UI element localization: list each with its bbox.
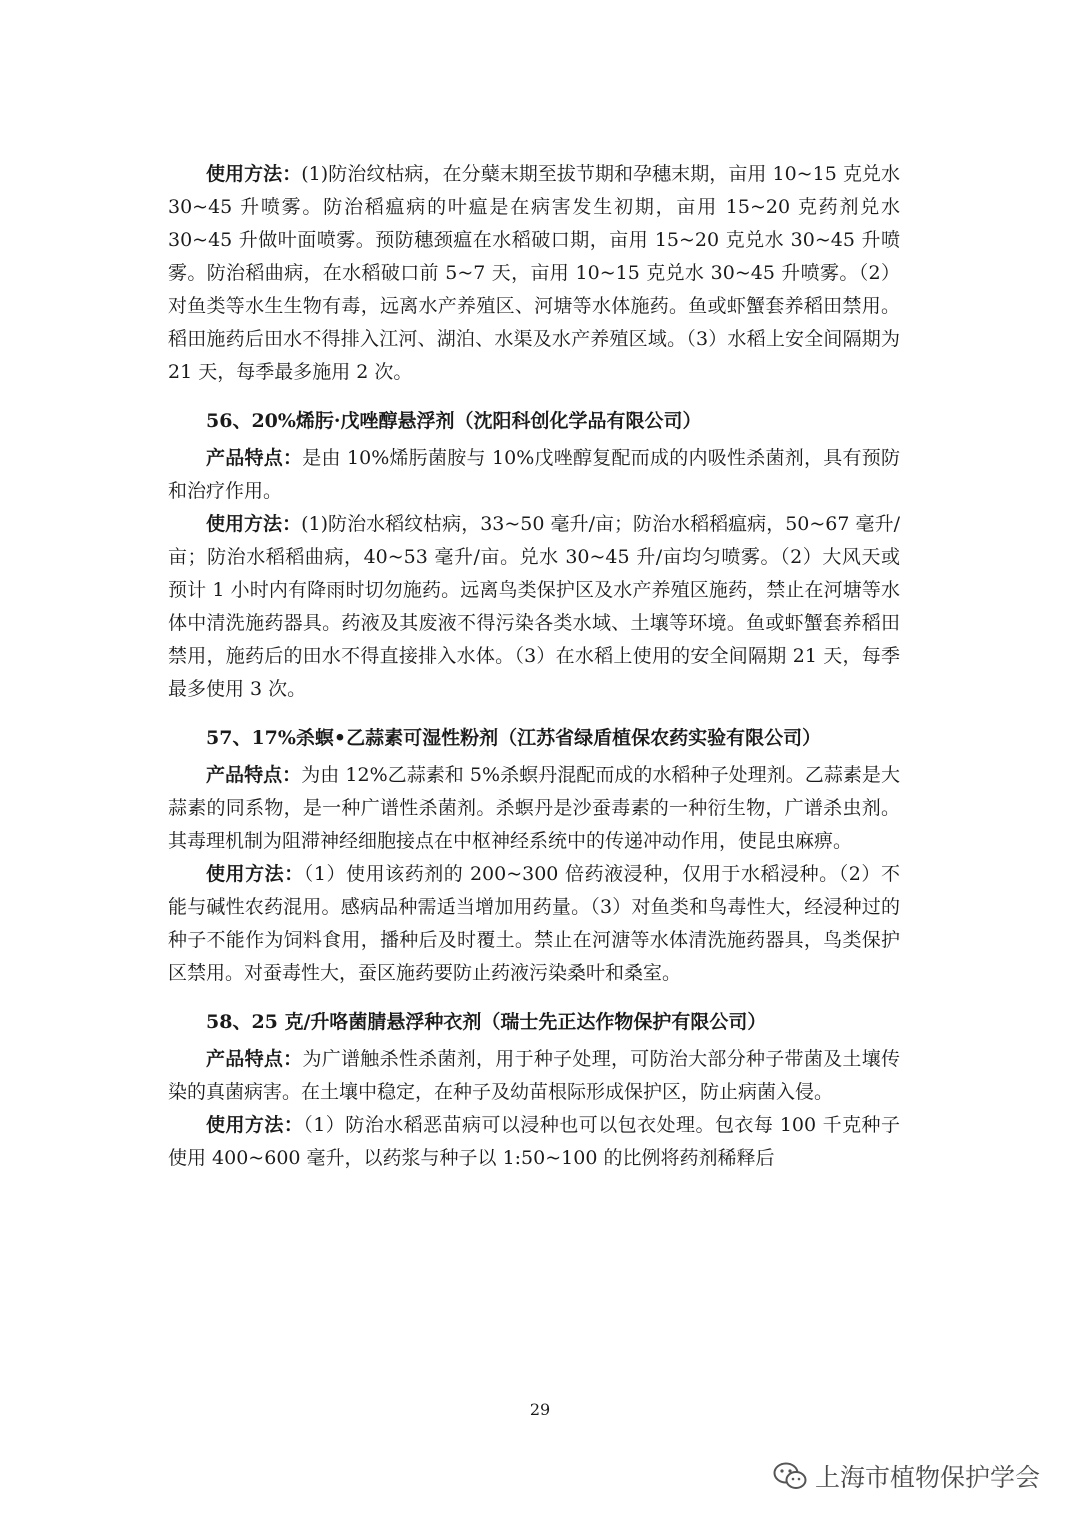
features-label: 产品特点：	[206, 1048, 303, 1070]
paragraph-text: (1)防治纹枯病，在分蘖末期至拔节期和孕穗末期，亩用 10~15 克兑水 30~45 升喷雾。防治稻瘟病的叶瘟是在病害发生初期，亩用 15~20 克药剂兑水 30~45 升做叶面喷雾。预防穗颈瘟在水稻破口期，亩用 15~20 克兑水 30~45 升喷雾。防治稻曲病，在水稻破口前 5~7 天，亩用 10~15 克兑水 30~45 升喷雾。（2）对鱼类等水生生物有毒，远离水产养殖区、河塘等水体施药。鱼或虾蟹套养稻田禁用。稻田施药后田水不得排入江河、湖泊、水渠及水产养殖区域。（3）水稻上安全间隔期为 21 天，每季最多施用 2 次。	[168, 163, 900, 383]
paragraph-text: （1）防治水稻恶苗病可以浸种也可以包衣处理。包衣每 100 千克种子使用 400~600 毫升，以药浆与种子以 1:50~100 的比例将药剂稀释后	[168, 1114, 900, 1169]
page-number: 29	[529, 1400, 551, 1419]
paragraph-text: (1)防治水稻纹枯病，33~50 毫升/亩；防治水稻稻瘟病，50~67 毫升/亩；防治水稻稻曲病，40~53 毫升/亩。兑水 30~45 升/亩均匀喷雾。（2）大风天或预计 1 小时内有降雨时切勿施药。远离鸟类保护区及水产养殖区施药，禁止在河塘等水体中清洗施药器具。药液及其废液不得污染各类水域、土壤等环境。鱼或虾蟹套养稻田禁用，施药后的田水不得直接排入水体。（3）在水稻上使用的安全间隔期 21 天，每季最多使用 3 次。	[168, 513, 900, 700]
usage-label: 使用方法：	[206, 1114, 304, 1136]
features-label: 产品特点：	[206, 764, 302, 786]
document-body	[168, 158, 900, 1175]
paragraph-text: （1）使用该药剂的 200~300 倍药液浸种，仅用于水稻浸种。（2）不能与碱性农药混用。感病品种需适当增加用药量。（3）对鱼类和鸟毒性大，经浸种过的种子不能作为饲料食用，播种后及时覆土。禁止在河溏等水体清洗施药器具，鸟类保护区禁用。对蚕毒性大，蚕区施药要防止药液污染桑叶和桑室。	[168, 863, 900, 984]
watermark-text: 上海市植物保护学会	[814, 1463, 1040, 1492]
section-heading-58: 58、25 克/升咯菌腈悬浮种衣剂（瑞士先正达作物保护有限公司）	[206, 1011, 767, 1033]
paragraph-text: 为由 12%乙蒜素和 5%杀螟丹混配而成的水稻种子处理剂。乙蒜素是大蒜素的同系物，是一种广谱性杀菌剂。杀螟丹是沙蚕毒素的一种衍生物，广谱杀虫剂。其毒理机制为阻滞神经细胞接点在中枢神经系统中的传递冲动作用，使昆虫麻痹。	[168, 764, 900, 852]
usage-label: 使用方法：	[206, 513, 302, 535]
paragraph-text: 为广谱触杀性杀菌剂，用于种子处理，可防治大部分种子带菌及土壤传染的真菌病害。在土壤中稳定，在种子及幼苗根际形成保护区，防止病菌入侵。	[168, 1048, 900, 1103]
section-heading-56: 56、20%烯肟·戊唑醇悬浮剂（沈阳科创化学品有限公司）	[206, 410, 702, 432]
usage-label: 使用方法：	[206, 863, 304, 885]
paragraph-features-58	[168, 1043, 900, 1109]
wechat-icon	[773, 1461, 807, 1491]
paragraph-usage-56	[168, 508, 900, 706]
section-heading-57: 57、17%杀螟•乙蒜素可湿性粉剂（江苏省绿盾植保农药实验有限公司）	[206, 727, 822, 749]
paragraph-usage-1	[168, 158, 900, 389]
paragraph-usage-57	[168, 858, 900, 990]
source-watermark	[773, 1458, 1040, 1494]
paragraph-features-57	[168, 759, 900, 858]
paragraph-usage-58	[168, 1109, 900, 1175]
paragraph-features-56	[168, 442, 900, 508]
paragraph-text: 是由 10%烯肟菌胺与 10%戊唑醇复配而成的内吸性杀菌剂，具有预防和治疗作用。	[168, 447, 900, 502]
features-label: 产品特点：	[206, 447, 303, 469]
usage-label: 使用方法：	[206, 163, 302, 185]
